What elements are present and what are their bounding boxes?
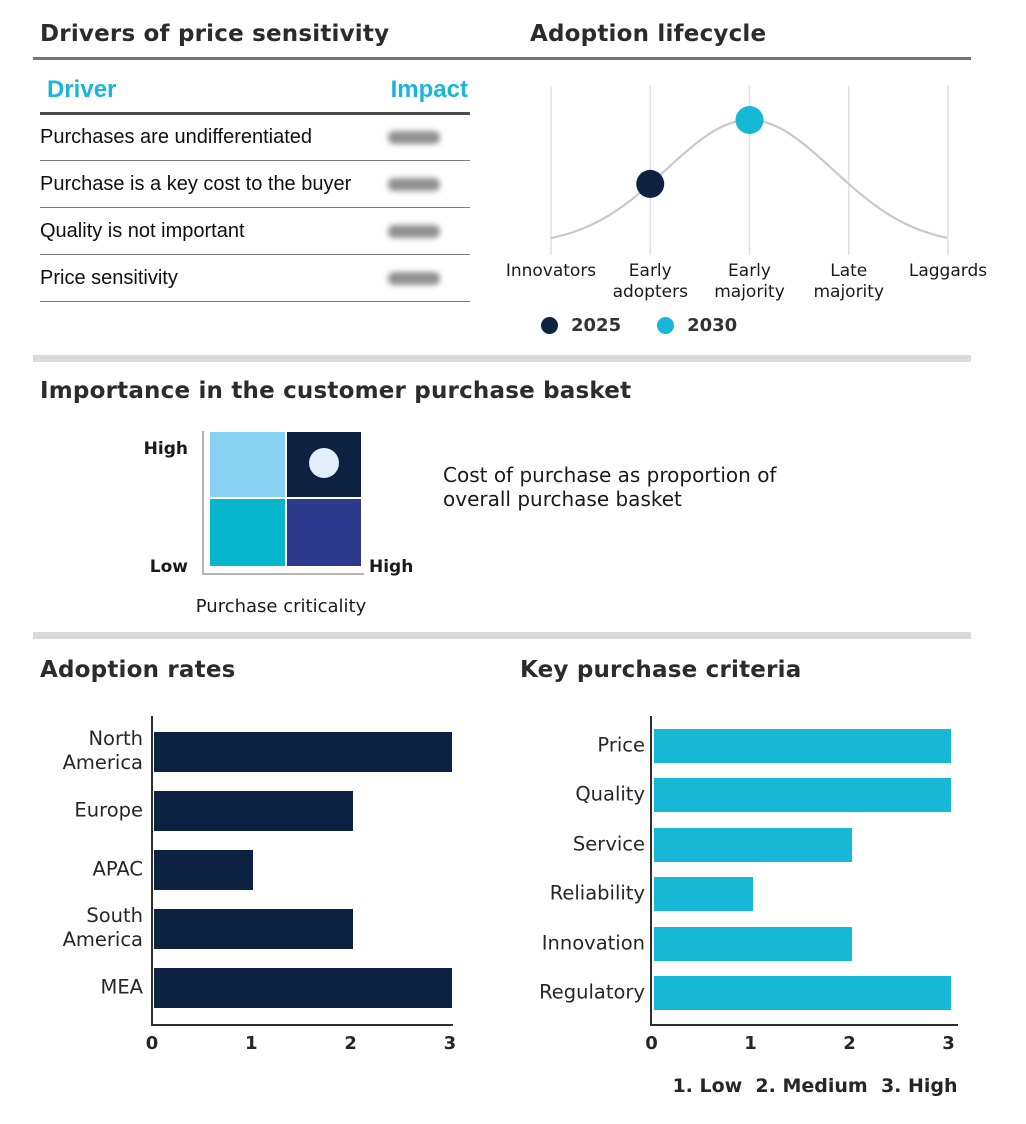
lifecycle-chart-title: Adoption lifecycle [530,21,767,47]
impact-value-redacted [388,131,440,144]
bar-category-label: Price [597,733,645,757]
impact-value-redacted [388,178,440,191]
bar-category-label: South America [62,903,143,952]
data-point-2025 [636,170,664,198]
impact-value-redacted [388,272,440,285]
bar-category-label: MEA [100,975,143,999]
bar [654,729,951,763]
lifecycle-x-tick-label: Late majority [813,261,885,302]
matrix-x-high-label: High [369,557,414,577]
column-header-impact: Impact [390,76,468,103]
drivers-table-title: Drivers of price sensitivity [40,21,390,47]
rates-y-axis [151,716,153,1025]
matrix-quadrant [287,432,361,497]
adoption-lifecycle-chart [500,78,1010,263]
bar-category-label: APAC [92,857,143,881]
bar-category-label: Regulatory [539,980,645,1004]
criteria-y-axis [650,716,652,1025]
x-tick-label: 1 [245,1033,258,1054]
bar [154,850,253,890]
table-row [40,255,470,302]
legend-label: 2030 [687,315,738,336]
bar [154,732,452,772]
table-row [40,114,470,161]
x-tick-label: 3 [942,1033,955,1054]
x-tick-label: 2 [344,1033,357,1054]
rates-x-axis [151,1024,453,1026]
bar [654,778,951,812]
data-point-2030 [736,106,764,134]
matrix-y-axis [202,431,204,575]
impact-value-redacted [388,225,440,238]
table-row [40,208,470,255]
bar-category-label: Service [572,832,645,856]
column-header-driver: Driver [47,76,117,103]
matrix-marker-dot [309,448,339,478]
bar-category-label: North America [62,726,143,775]
driver-cell: Price sensitivity [40,266,178,289]
section-divider [33,632,971,639]
lifecycle-x-tick-label: Early adopters [612,261,688,302]
criteria-scale-note: 1. Low 2. Medium 3. High [672,1075,958,1097]
legend-item [657,315,737,336]
matrix-quadrant [210,499,285,566]
x-tick-label: 0 [645,1033,658,1054]
matrix-x-axis [202,573,364,575]
criteria-x-axis [650,1024,958,1026]
legend-item [541,315,621,336]
matrix-y-high-label: High [143,439,188,459]
section-divider [33,355,971,362]
lifecycle-x-tick-label: Early majority [714,261,785,302]
lifecycle-x-tick-label: Innovators [505,261,597,281]
bar-category-label: Europe [74,798,143,822]
key-purchase-criteria-title: Key purchase criteria [520,657,802,683]
x-tick-label: 0 [145,1033,159,1054]
bar [654,828,852,862]
bar [654,976,951,1010]
bar [154,968,452,1008]
matrix-x-axis-label: Purchase criticality [195,596,367,617]
basket-annotation: Cost of purchase as proportion of overall purchase basket [443,463,777,511]
basket-section-title: Importance in the customer purchase basket [40,378,632,404]
lifecycle-x-tick-label: Laggards [908,261,988,281]
adoption-rates-title: Adoption rates [40,657,236,683]
driver-cell: Purchases are undifferentiated [40,125,313,148]
legend-dot [541,317,558,334]
title-underline [33,57,971,60]
bar [654,877,753,911]
x-tick-label: 3 [443,1033,457,1054]
priority-matrix [210,432,361,566]
bar [154,909,353,949]
driver-cell: Quality is not important [40,219,245,242]
matrix-y-low-label: Low [149,557,188,577]
x-tick-label: 2 [843,1033,856,1054]
legend-dot [657,317,674,334]
driver-cell: Purchase is a key cost to the buyer [40,172,352,195]
bar [154,791,353,831]
bar-category-label: Quality [575,782,645,806]
matrix-quadrant [287,499,361,566]
table-row [40,161,470,208]
matrix-quadrant [210,432,285,497]
drivers-table [40,114,470,302]
x-tick-label: 1 [744,1033,757,1054]
legend-label: 2025 [571,315,622,336]
bar-category-label: Innovation [541,931,645,955]
bar-category-label: Reliability [549,881,645,905]
lifecycle-legend [541,315,737,336]
bar [654,927,852,961]
